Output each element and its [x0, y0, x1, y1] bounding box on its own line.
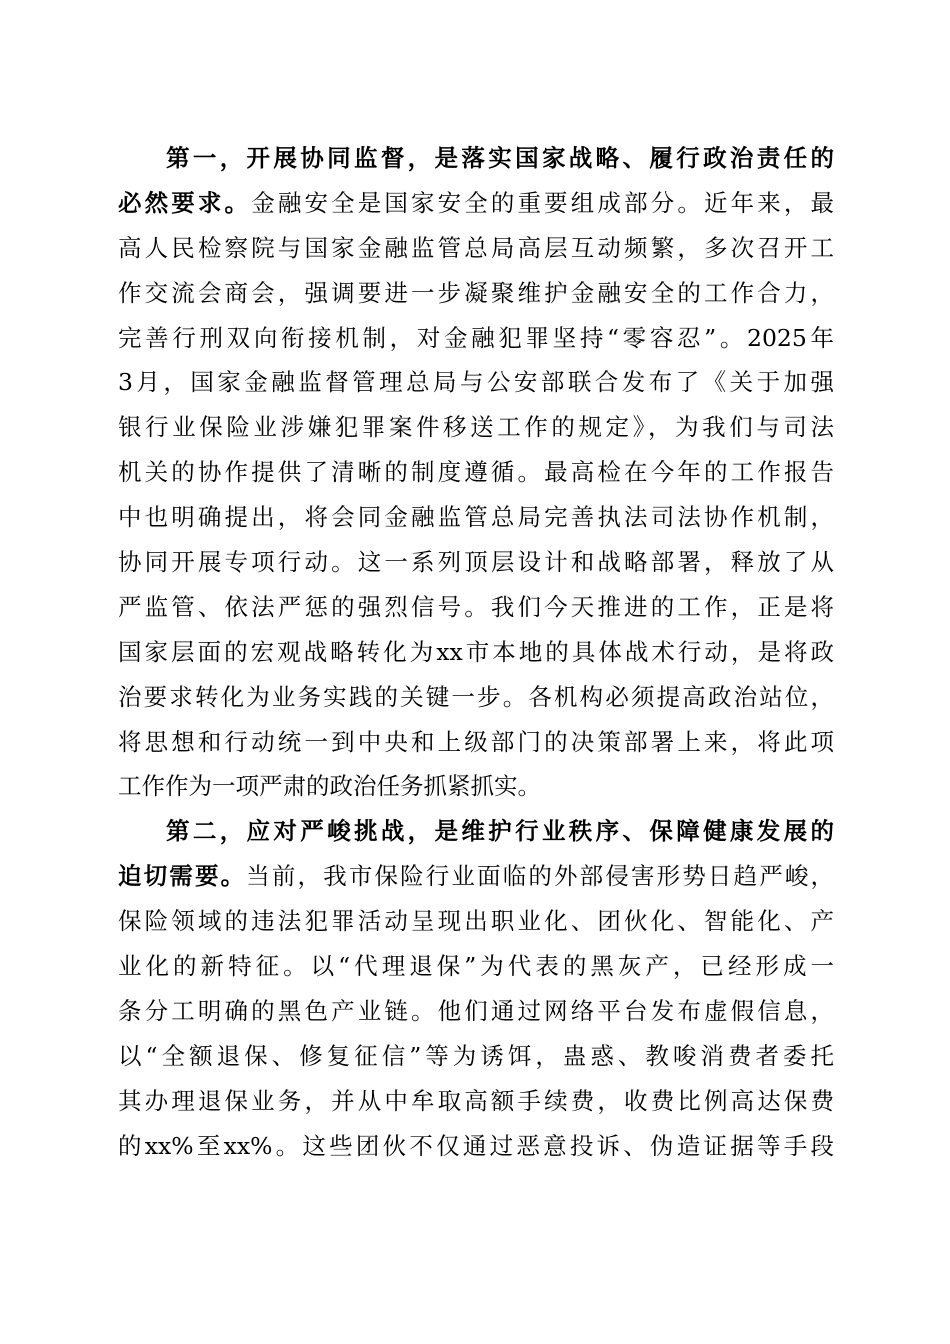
text-line: 严监管、依法严惩的强烈信号。我们今天推进的工作，正是将: [118, 592, 834, 621]
text-line: 银行业保险业涉嫌犯罪案件移送工作的规定》，为我们与司法: [118, 413, 834, 442]
paragraph-heading-end: 迫切需要。: [118, 862, 247, 891]
paragraph-heading-end: 必然要求。: [118, 188, 252, 217]
text-line: 业化的新特征。以“代理退保”为代表的黑灰产，已经形成一: [118, 952, 834, 981]
document-page: [118, 136, 834, 1168]
paragraph-first: [118, 136, 834, 809]
text-line: 将思想和行动统一到中央和上级部门的决策部署上来，将此项: [118, 727, 834, 756]
text-line: [118, 181, 834, 226]
text-line: 机关的协作提供了清晰的制度遵循。最高检在今年的工作报告: [118, 458, 834, 487]
text-line: 以“全额退保、修复征信”等为诱饵，蛊惑、教唆消费者委托: [118, 1041, 834, 1070]
text-line: [118, 854, 834, 899]
text-line: 完善行刑双向衔接机制，对金融犯罪坚持“零容忍”。2025年: [118, 323, 834, 352]
text-line: 作交流会商会，强调要进一步凝聚维护金融安全的工作合力，: [118, 278, 834, 307]
text-line: 保险领域的违法犯罪活动呈现出职业化、团伙化、智能化、产: [118, 907, 834, 936]
text-line: 工作作为一项严肃的政治任务抓紧抓实。: [118, 772, 541, 801]
text-line: 条分工明确的黑色产业链。他们通过网络平台发布虚假信息，: [118, 996, 834, 1025]
paragraph-heading: 第一，开展协同监督，是落实国家战略、履行政治责任的: [166, 144, 834, 172]
text-line: 的xx%至xx%。这些团伙不仅通过恶意投诉、伪造证据等手段: [118, 1131, 834, 1160]
paragraph-second: [118, 809, 834, 1168]
text-line: 高人民检察院与国家金融监管总局高层互动频繁，多次召开工: [118, 233, 834, 262]
text-line: 3月，国家金融监督管理总局与公安部联合发布了《关于加强: [118, 368, 834, 397]
paragraph-heading: 第二，应对严峻挑战，是维护行业秩序、保障健康发展的: [166, 817, 834, 846]
text-line: 协同开展专项行动。这一系列顶层设计和战略部署，释放了从: [118, 548, 834, 577]
text-line-rest: 当前，我市保险行业面临的外部侵害形势日趋严峻，: [246, 862, 835, 891]
text-line: 治要求转化为业务实践的关键一步。各机构必须提高政治站位，: [118, 682, 834, 711]
text-line: 其办理退保业务，并从中牟取高额手续费，收费比例高达保费: [118, 1086, 834, 1115]
text-line: 中也明确提出，将会同金融监管总局完善执法司法协作机制，: [118, 503, 834, 532]
text-line-rest: 金融安全是国家安全的重要组成部分。近年来，最: [251, 188, 835, 217]
text-line: 国家层面的宏观战略转化为xx市本地的具体战术行动，是将政: [118, 637, 834, 666]
